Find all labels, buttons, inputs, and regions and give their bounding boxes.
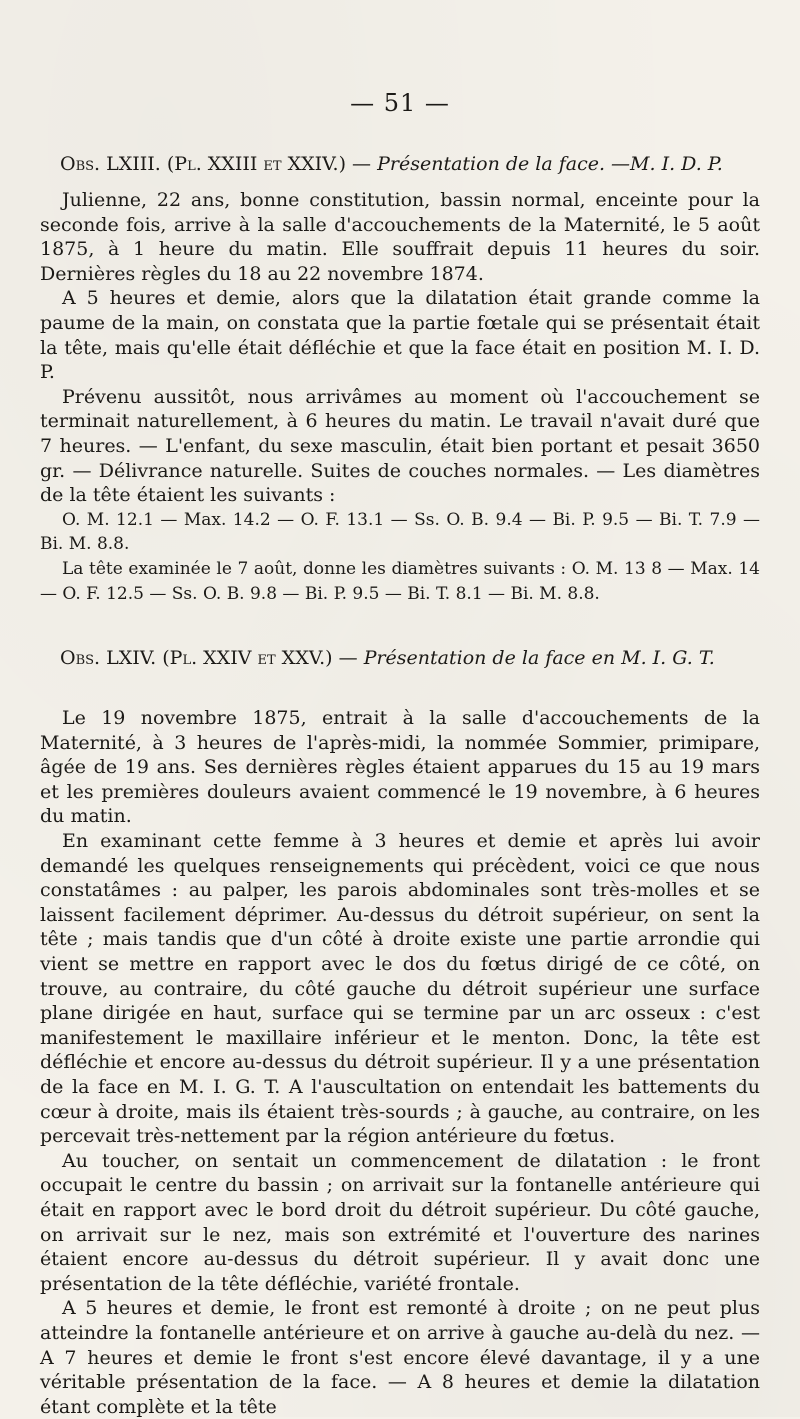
heading-gap [40, 682, 760, 706]
observation-63-dash: — [346, 153, 378, 175]
observation-64-paragraph: En examinant cette femme à 3 heures et demie et après lui avoir demandé les quelques renseignements qui précèdent, voici ce que nous constatâmes : au palper, les parois abdominales sont très-molles et se laissent facilement déprimer. Au-dessus du détroit supérieur, on sent la tête ; mais tandis que d'un côté à droite existe une partie arrondie qui vient se mettre en rapport avec le dos du fœtus dirigé de ce côté, on trouve, au contraire, du côté gauche du détroit supérieur une surface plane dirigée en haut, surface qui se termine par un arc osseux : c'est manifestement le maxillaire inférieur et le menton. Donc, la tête est défléchie et encore au-dessus du détroit supérieur. Il y a une présentation de la face en M. I. G. T. A l'auscultation on entendait les battements du cœur à droite, mais ils étaient très-sourds ; à gauche, au contraire, on les percevait très-nettement par la région antérieure du fœtus. [40, 830, 760, 1148]
observation-64-label: Obs. LXIV. [60, 647, 157, 670]
observation-63-title: Présentation de la face. —M. I. D. P. [377, 153, 723, 175]
observation-64-dash: — [332, 647, 364, 670]
observation-64-paragraph: Le 19 novembre 1875, entrait à la salle d'accouchements de la Maternité, à 3 heures de l'après-midi, la nommée Sommier, primipare, âgée de 19 ans. Ses dernières règles étaient apparues du 15 au 19 mars et les premières douleurs avaient commencé le 19 novembre, à 6 heures du matin. [40, 707, 760, 828]
observation-63-measurements: O. M. 12.1 — Max. 14.2 — O. F. 13.1 — Ss. O. B. 9.4 — Bi. P. 9.5 — Bi. T. 7.9 — Bi. M. 8.8. [40, 509, 760, 555]
observation-63-plate: (Pl. XXIII et XXIV.) [166, 153, 347, 175]
observation-64-heading [60, 646, 760, 670]
observation-63-measurements-exam: La tête examinée le 7 août, donne les diamètres suivants : O. M. 13 8 — Max. 14 — O. F. 12.5 — Ss. O. B. 9.8 — Bi. P. 9.5 — Bi. T. 8.1 — Bi. M. 8.8. [40, 558, 760, 604]
observation-63-paragraph: A 5 heures et demie, alors que la dilatation était grande comme la paume de la main, on constata que la partie fœtale qui se présentait était la tête, mais qu'elle était défléchie et que la face était en position M. I. D. P. [40, 287, 760, 384]
observation-63-heading [60, 152, 760, 176]
observation-63-label: Obs. LXIII. [60, 153, 161, 175]
observation-64-paragraph: Au toucher, on sentait un commencement de dilatation : le front occupait le centre du bassin ; on arrivait sur la fontanelle antérieure qui était en rapport avec le bord droit du détroit supérieur. Du côté gauche, on arrivait sur le nez, mais son extrémité et l'ouverture des narines étaient encore au-dessus du détroit supérieur. Il y avait donc une présentation de la tête défléchie, variété frontale. [40, 1149, 760, 1295]
page-number: — 51 — [350, 89, 450, 117]
observation-63-paragraph: Prévenu aussitôt, nous arrivâmes au moment où l'accouchement se terminait naturellement, à 6 heures du matin. Le travail n'avait duré que 7 heures. — L'enfant, du sexe masculin, était bien portant et pesait 3650 gr. — Délivrance naturelle. Suites de couches normales. — Les diamètres de la tête étaient les suivants : [40, 385, 760, 507]
observation-64-title: Présentation de la face en M. I. G. T. [363, 647, 715, 670]
observation-64-paragraph: A 5 heures et demie, le front est remonté à droite ; on ne peut plus atteindre la fontanelle antérieure et on arrive à gauche au-delà du nez. — A 7 heures et demie le front s'est encore élevé davantage, il y a une véritable présentation de la face. — A 8 heures et demie la dilatation étant complète et la tête [40, 1297, 760, 1418]
observation-64-plate: (Pl. XXIV et XXV.) [162, 647, 333, 670]
section-gap [40, 606, 760, 646]
observation-63-paragraph: Julienne, 22 ans, bonne constitution, bassin normal, enceinte pour la seconde fois, arrive à la salle d'accouchements de la Maternité, le 5 août 1875, à 1 heure du matin. Elle souffrait depuis 11 heures du soir. Dernières règles du 18 au 22 novembre 1874. [40, 189, 760, 285]
